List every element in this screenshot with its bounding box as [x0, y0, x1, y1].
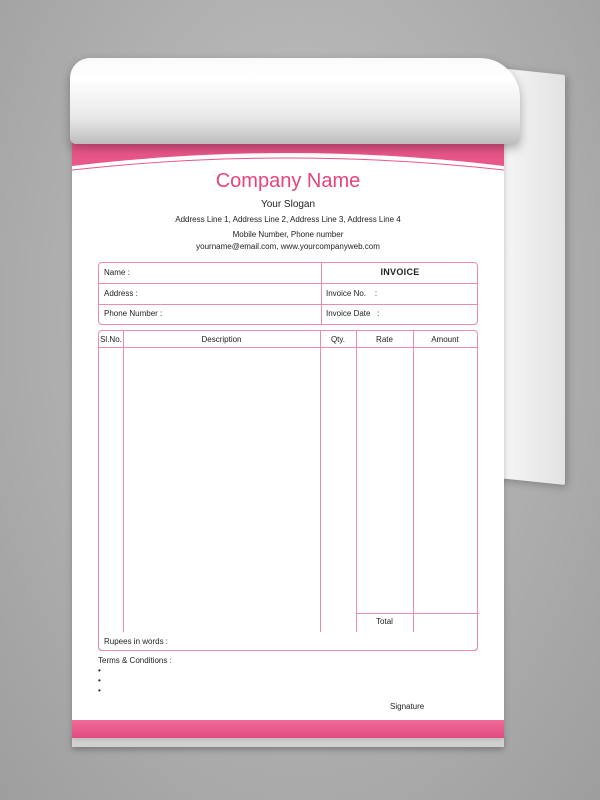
- col-header-slno: Sl.No.: [100, 335, 122, 344]
- col-header-amount: Amount: [431, 335, 459, 344]
- total-row-line: [356, 613, 479, 614]
- signature-label: Signature: [390, 702, 425, 711]
- invoice-date-field[interactable]: Invoice Date :: [326, 309, 380, 318]
- invoice-sheet: [72, 138, 504, 738]
- info-row-line: [99, 304, 477, 305]
- col-divider: [320, 331, 321, 632]
- rupees-in-words-box: [98, 631, 478, 651]
- info-row-line: [99, 283, 477, 284]
- company-slogan: Your Slogan: [260, 199, 316, 210]
- terms-heading: Terms & Conditions :: [98, 656, 172, 665]
- col-header-rate: Rate: [376, 335, 393, 344]
- terms-bullet: •: [98, 686, 101, 695]
- company-name: Company Name: [215, 170, 361, 192]
- company-contact: yourname@email.com, www.yourcompanyweb.com: [196, 242, 380, 251]
- items-table: [98, 330, 478, 651]
- company-phones: Mobile Number, Phone number: [232, 230, 344, 239]
- invoice-title: INVOICE: [380, 267, 420, 277]
- terms-bullet: •: [98, 676, 101, 685]
- rupees-in-words-field[interactable]: Rupees in words :: [104, 637, 169, 646]
- col-header-description: Description: [201, 335, 242, 344]
- address-field[interactable]: Address :: [104, 289, 138, 298]
- pad-binding-roll: [70, 58, 520, 144]
- col-divider: [356, 331, 357, 632]
- invoice-number-field[interactable]: Invoice No. :: [326, 289, 378, 298]
- col-divider: [413, 331, 414, 632]
- phone-field[interactable]: Phone Number :: [104, 309, 163, 318]
- company-address: Address Line 1, Address Line 2, Address Line 3, Address Line 4: [175, 215, 401, 224]
- footer-band: [72, 720, 504, 738]
- customer-info-box: [98, 262, 478, 325]
- col-header-qty: Qty.: [330, 335, 346, 344]
- total-label: Total: [376, 617, 393, 626]
- name-field[interactable]: Name :: [104, 268, 130, 277]
- terms-bullet: •: [98, 666, 101, 675]
- col-divider: [123, 331, 124, 632]
- header-underline: [99, 347, 477, 348]
